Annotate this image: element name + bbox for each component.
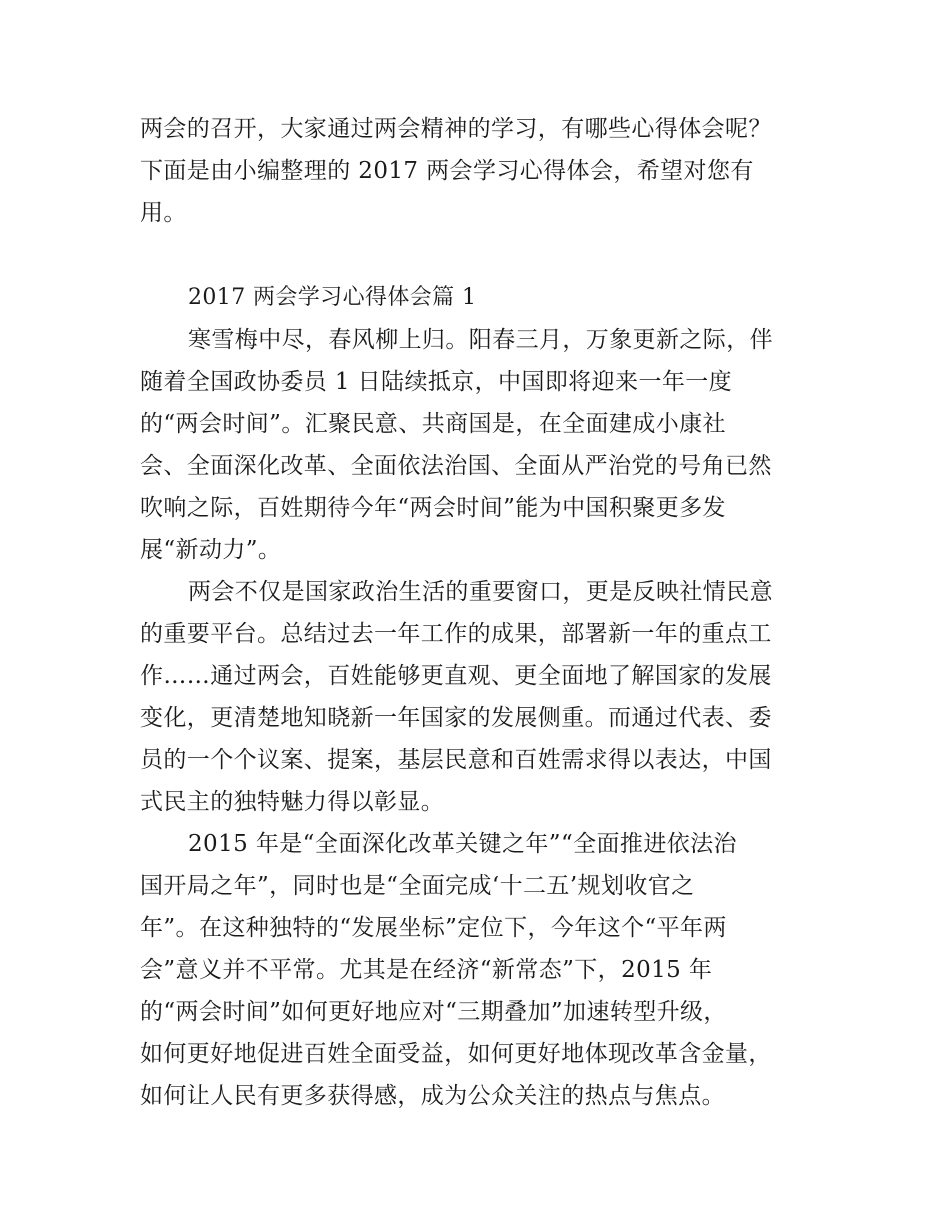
body-paragraph-3 bbox=[140, 823, 820, 1117]
text-line: 用。 bbox=[140, 200, 187, 226]
text-line: 吹响之际，百姓期待今年“两会时间”能为中国积聚更多发 bbox=[140, 495, 726, 521]
text-line: 员的一个个议案、提案，基层民意和百姓需求得以表达，中国 bbox=[140, 747, 772, 773]
section-heading bbox=[140, 277, 820, 319]
text-line: 如何更好地促进百姓全面受益，如何更好地体现改革含金量， bbox=[140, 1041, 772, 1067]
text-line: 如何让人民有更多获得感，成为公众关注的热点与焦点。 bbox=[140, 1083, 725, 1109]
text-line: 变化，更清楚地知晓新一年国家的发展侧重。而通过代表、委 bbox=[140, 705, 772, 731]
text-line: 随着全国政协委员 1 日陆续抵京，中国即将迎来一年一度 bbox=[140, 369, 733, 395]
body-paragraph-1 bbox=[140, 319, 820, 571]
text-line: 两会的召开，大家通过两会精神的学习，有哪些心得体会呢？ bbox=[140, 116, 772, 142]
body-paragraph-2 bbox=[140, 571, 820, 823]
text-line: 展“新动力”。 bbox=[140, 537, 282, 563]
text-line: 两会不仅是国家政治生活的重要窗口，更是反映社情民意 bbox=[188, 579, 773, 605]
intro-paragraph bbox=[140, 108, 820, 234]
text-line: 的重要平台。总结过去一年工作的成果，部署新一年的重点工 bbox=[140, 621, 772, 647]
text-line: 的“两会时间”如何更好地应对“三期叠加”加速转型升级， bbox=[140, 999, 727, 1025]
text-line: 式民主的独特魅力得以彰显。 bbox=[140, 789, 445, 815]
text-line: 寒雪梅中尽，春风柳上归。阳春三月，万象更新之际，伴 bbox=[188, 327, 773, 353]
heading-text: 2017 两会学习心得体会篇 1 bbox=[188, 285, 477, 310]
text-line: 会、全面深化改革、全面依法治国、全面从严治党的号角已然 bbox=[140, 453, 772, 479]
text-line: 2015 年是“全面深化改革关键之年”“全面推进依法治 bbox=[188, 831, 737, 857]
text-line: 会”意义并不平常。尤其是在经济“新常态”下，2015 年 bbox=[140, 957, 713, 983]
text-line: 作……通过两会，百姓能够更直观、更全面地了解国家的发展 bbox=[140, 663, 772, 689]
text-line: 年”。在这种独特的“发展坐标”定位下，今年这个“平年两 bbox=[140, 915, 727, 941]
text-line: 的“两会时间”。汇聚民意、共商国是，在全面建成小康社 bbox=[140, 411, 726, 437]
text-line: 国开局之年”，同时也是“全面完成‘十二五’规划收官之 bbox=[140, 873, 695, 899]
text-line: 下面是由小编整理的 2017 两会学习心得体会，希望对您有 bbox=[140, 158, 754, 184]
